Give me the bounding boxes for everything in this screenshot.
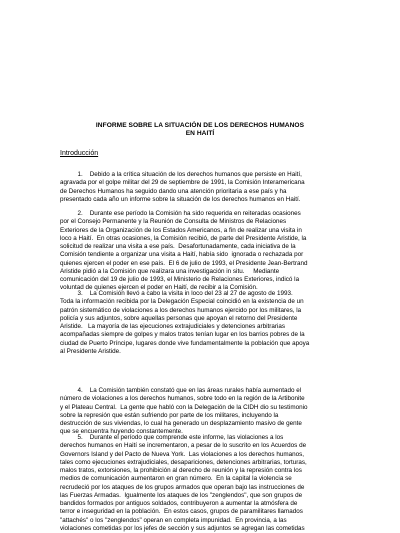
paragraph-line: las Fuerzas Armadas. Igualmente los ataques de los "zenglendos", que son grupos de [60,491,303,499]
paragraph-line: Aristide pidió a la Comisión que realizara una investigación in situ. Mediante [60,267,280,275]
paragraph-line: 4. La Comisión también constató que en las áreas rurales había aumentado el [60,387,302,394]
paragraph-line: Comisión tendiente a organizar una visita a Haití, había sido ignorada o rechazada por [60,251,304,259]
paragraph-5 [60,434,342,533]
paragraph-1 [60,171,342,204]
paragraph-line: ciudad de Puerto Príncipe, lugares donde vive fundamentalmente la población que apoya [60,339,310,347]
paragraph-line: Exteriores de la Organización de los Estados Americanos, a fin de realizar una visita in [60,226,302,234]
paragraph-line: 5. Durante el período que comprende este informe, las violaciones a los [60,434,284,441]
paragraph-line: y el Plateau Central. La gente que habló con la Delegación de la CIDH dio su testimonio [60,403,308,411]
report-title: INFORME SOBRE LA SITUACIÓN DE LOS DERECHOS HUMANOS [95,122,305,129]
paragraph-4 [60,387,342,437]
paragraph-line: Governors Island y del Pacto de Nueva York. Las violaciones a los derechos humanos, [60,450,304,458]
paragraph-line: tales como ejecuciones extrajudiciales, desapariciones, detenciones arbitrarias, torturas, [60,458,307,466]
paragraph-line: medios de comunicación aumentaron en gran número. En la capital la violencia se [60,475,292,483]
paragraph-line: que se encuentra huyendo constantemente. [60,428,183,436]
paragraph-line: por el Consejo Permanente y la Reunión de Consulta de Ministros de Relaciones [60,218,287,226]
paragraph-line: 1. Debido a la crítica situación de los derechos humanos que persiste en Haití, [60,171,302,178]
paragraph-line: Aristide. La mayoría de las ejecuciones extrajudiciales y detenciones arbitrarias [60,323,286,330]
paragraph-line: acompañadas siempre de golpes y malos tratos tenían lugar en los barrios pobres de la [60,331,305,339]
paragraph-line: policía y sus adjuntos, sobre aquellas personas que apoyan el retorno del Presidente [60,314,298,322]
section-heading: Introducción [60,150,99,157]
paragraph-line: número de violaciones a los derechos humanos, sobre todo en la región de la Artibonite [60,395,305,403]
report-title-line2: EN HAITÍ [185,130,215,137]
paragraph-line: malos tratos, extorsiones, la prohibición al derecho de reunión y la represión contra los [60,467,302,474]
paragraph-line: Toda la información recibida por la Delegación Especial coincidió en la existencia de un [60,298,304,306]
paragraph-line: recrudeció por los ataques de los grupos armados que operan bajo las instrucciones de [60,483,305,491]
paragraph-line: sobre la represión que están sufriendo por parte de los militares, incluyendo la [60,411,279,419]
paragraph-line: al Presidente Aristide. [60,347,121,355]
paragraph-line: terror e inseguridad en la población. En estos casos, grupos de paramilitares llamados [60,508,303,516]
paragraph-line: "attachés" o los "zenglendos" operan en completa impunidad. En provincia, a las [60,516,287,524]
paragraph-line: derechos humanos en Haití se incrementaron, a pesar de lo suscrito en los Acuerdos de [60,442,307,450]
paragraph-line: comunicación del 19 de julio de 1993, el Ministerio de Relaciones Exteriores, indicó la [60,276,300,283]
paragraph-line: voluntad de quienes ejercen el poder en Haití, de recibir a la Comisión. [60,284,258,292]
paragraph-line: de Derechos Humanos ha seguido dando una atención prioritaria a ese país y ha [60,187,287,195]
paragraph-line: 2. Durante ese período la Comisión ha sido requerida en reiteradas ocasiones [60,210,301,217]
paragraph-line: violaciones cometidas por los jefes de sección y sus adjuntos se agregan las cometidas [60,524,305,532]
paragraph-line: 3. La Comisión llevó a cabo la visita in loco del 23 al 27 de agosto de 1993. [60,290,293,297]
paragraph-line: quienes ejercen el poder en ese país. El 6 de julio de 1993, el Presidente Jean-Bertrand [60,259,308,267]
paragraph-line: bandidos formados por antiguos soldados, contribuyeron a aumentar la atmósfera de [60,500,298,507]
paragraph-line: solicitud de realizar una visita a ese país. Desafortunadamente, cada iniciativa de la [60,243,296,250]
paragraph-line: agravada por el golpe militar del 29 de septiembre de 1991, la Comisión Interamericana [60,179,305,187]
paragraph-3 [60,290,342,356]
paragraph-line: patrón sistemático de violaciones a los derechos humanos ejercido por los militares, la [60,306,302,314]
paragraph-line: presentado cada año un informe sobre la situación de los derechos humanos en Haití. [60,195,301,203]
paragraph-2 [60,210,342,293]
paragraph-line: loco a Haití. En otras ocasiones, la Comisión recibió, de parte del Presidente Aristide, la [60,234,307,242]
paragraph-line: destrucción de sus viviendas, lo cual ha generado un desplazamiento masivo de gente [60,420,302,427]
